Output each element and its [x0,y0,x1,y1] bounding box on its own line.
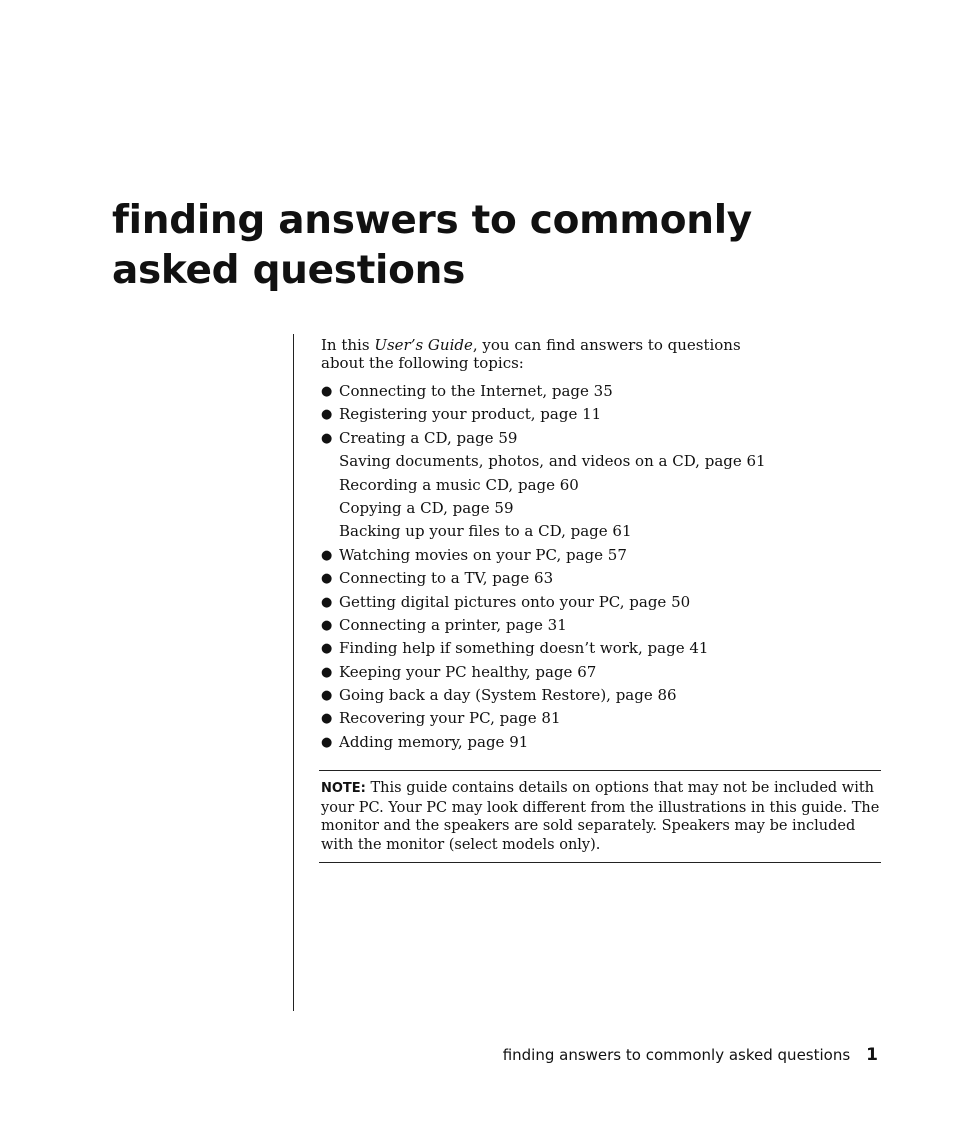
topic-list-item [321,380,881,403]
intro-text-end: , you can find answers to questions about the following topics: [321,336,741,372]
topic-text: Adding memory, page 91 [339,732,529,751]
topic-list-item [321,684,881,707]
intro-text-start: In this [321,336,375,354]
bullet-icon: ● [321,711,333,727]
topic-list-item [321,707,881,730]
bullet-icon: ● [321,430,333,446]
topic-list-item [321,427,881,450]
topic-list-item [321,731,881,754]
topic-text: Backing up your files to a CD, page 61 [339,522,632,541]
bullet-icon: ● [321,664,333,680]
topic-list-item [321,591,881,614]
note-box [319,770,881,863]
topic-text: Finding help if something doesn’t work, page 41 [339,639,709,658]
topic-list-item [321,637,881,660]
bullet-icon: ● [321,641,333,657]
main-content [321,336,881,754]
topic-list-item [321,544,881,567]
guide-title-emphasis: User’s Guide [374,336,473,354]
note-text: This guide contains details on options that may not be included with your PC. Your PC may look different from the illustrations in this guide. The monitor and the speakers are sold separately. Speakers may be included with the monitor (select models only). [321,780,880,853]
topic-text: Saving documents, photos, and videos on a CD, page 61 [339,452,766,471]
page-number: 1 [866,1045,878,1065]
vertical-divider [293,334,294,1011]
bullet-icon: ● [321,617,333,633]
topic-list-item [321,474,881,497]
intro-paragraph [321,336,781,372]
topic-text: Connecting a printer, page 31 [339,615,567,634]
topics-list [321,380,881,754]
note-label: NOTE: [321,781,366,796]
topic-list-item [321,567,881,590]
bullet-icon: ● [321,384,333,399]
topic-text: Getting digital pictures onto your PC, page 50 [339,592,691,611]
topic-text: Connecting to a TV, page 63 [339,569,554,588]
topic-text: Recovering your PC, page 81 [339,709,561,728]
page-footer [503,1044,878,1066]
topic-list-item [321,661,881,684]
bullet-icon: ● [321,734,333,750]
topic-list-item [321,497,881,520]
bullet-icon: ● [321,594,333,610]
topic-text: Keeping your PC healthy, page 67 [339,662,597,681]
topic-text: Connecting to the Internet, page 35 [339,382,613,400]
bullet-icon: ● [321,571,333,587]
topic-list-item [321,520,881,543]
bullet-icon: ● [321,407,333,423]
topic-text: Creating a CD, page 59 [339,428,518,447]
topic-text: Watching movies on your PC, page 57 [339,545,627,564]
topic-text: Recording a music CD, page 60 [339,475,579,494]
bullet-icon: ● [321,688,333,704]
topic-text: Going back a day (System Restore), page 86 [339,686,677,705]
topic-text: Registering your product, page 11 [339,405,602,424]
topic-text: Copying a CD, page 59 [339,498,514,517]
topic-list-item [321,614,881,637]
bullet-icon: ● [321,547,333,563]
topic-list-item [321,450,881,473]
page-title: finding answers to commonly asked questions [112,198,752,293]
topic-list-item [321,403,881,426]
footer-title: finding answers to commonly asked questions [502,1046,851,1064]
